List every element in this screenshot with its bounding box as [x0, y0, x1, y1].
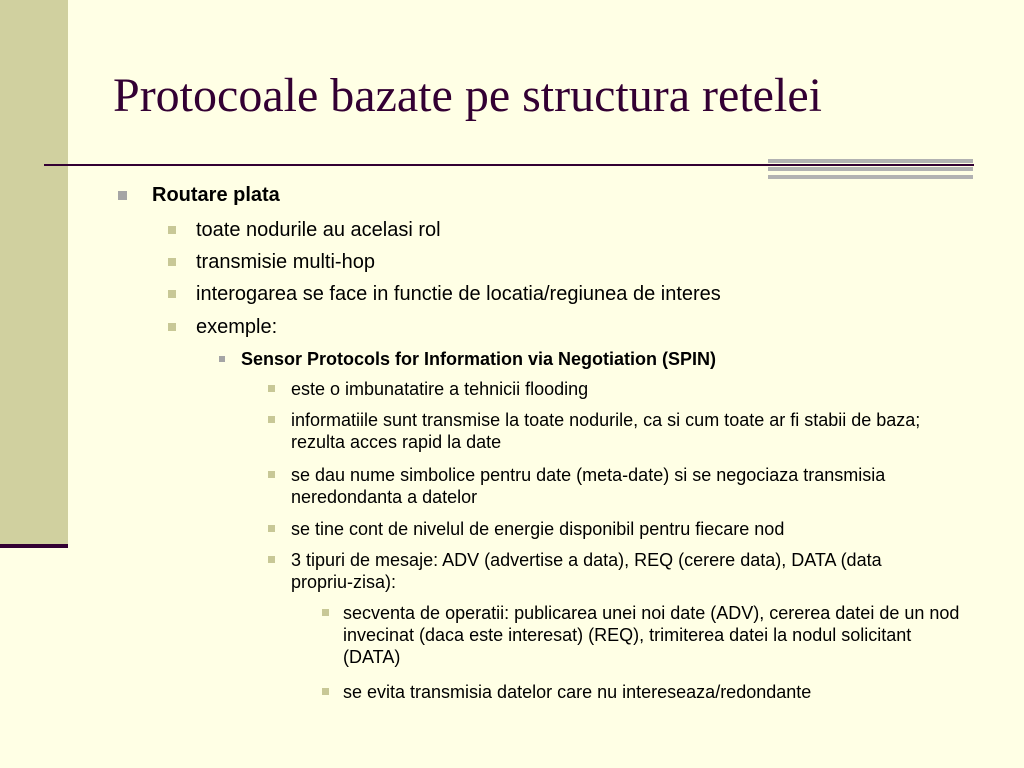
bullet-marker: [168, 290, 176, 298]
bullet-text: se evita transmisia datelor care nu intereseaza/redondante: [343, 682, 812, 702]
bullet-item-routare-plata: [152, 183, 972, 207]
bullet-marker: [322, 609, 329, 616]
bullet-text: se dau nume simbolice pentru date (meta-date) si se negociaza transmisia neredondanta a datelor: [291, 465, 886, 507]
bullet-marker: [268, 416, 275, 423]
bullet-item: [196, 282, 976, 306]
slide-title: Protocoale bazate pe structura retelei: [113, 69, 822, 122]
bullet-text: secventa de operatii: publicarea unei noi date (ADV), cererea datei de un nod invecinat (daca este interesat) (REQ), trimiterea datei la nodul solicitant (DATA): [343, 603, 960, 667]
bullet-item: [291, 549, 941, 593]
bullet-marker: [322, 688, 329, 695]
bullet-item: [196, 218, 976, 242]
bullet-item: [196, 315, 976, 339]
bullet-text: este o imbunatatire a tehnicii flooding: [291, 379, 589, 399]
bullet-text: interogarea se face in functie de locatia/regiunea de interes: [196, 283, 721, 305]
bullet-item: [291, 378, 971, 400]
bullet-text: Sensor Protocols for Information via Negotiation (SPIN): [241, 349, 717, 369]
bullet-text: Routare plata: [152, 184, 280, 206]
bullet-item: [343, 681, 973, 703]
bullet-marker: [168, 226, 176, 234]
bullet-marker: [168, 258, 176, 266]
bullet-text: informatiile sunt transmise la toate nodurile, ca si cum toate ar fi stabii de baza; rezulta acces rapid la date: [291, 410, 921, 452]
title-accent-stripes: [768, 159, 973, 179]
bullet-marker: [268, 385, 275, 392]
bullet-item: [196, 250, 976, 274]
bullet-marker: [118, 191, 127, 200]
bullet-text: exemple:: [196, 316, 278, 338]
bullet-marker: [268, 471, 275, 478]
bullet-text: se tine cont de nivelul de energie disponibil pentru fiecare nod: [291, 519, 785, 539]
bullet-marker: [268, 556, 275, 563]
bullet-marker: [168, 323, 176, 331]
bullet-item: [291, 464, 963, 508]
bullet-item: [291, 518, 971, 540]
left-decor-underline: [0, 544, 68, 548]
bullet-item: [343, 602, 973, 668]
left-decor-bar: [0, 0, 68, 545]
bullet-text: toate nodurile au acelasi rol: [196, 219, 441, 241]
bullet-text: transmisie multi-hop: [196, 251, 375, 273]
bullet-item: [291, 409, 963, 453]
bullet-marker: [219, 356, 225, 362]
bullet-marker: [268, 525, 275, 532]
bullet-item-spin: [241, 347, 981, 371]
bullet-text: 3 tipuri de mesaje: ADV (advertise a data), REQ (cerere data), DATA (data propriu-zisa):: [291, 550, 882, 592]
